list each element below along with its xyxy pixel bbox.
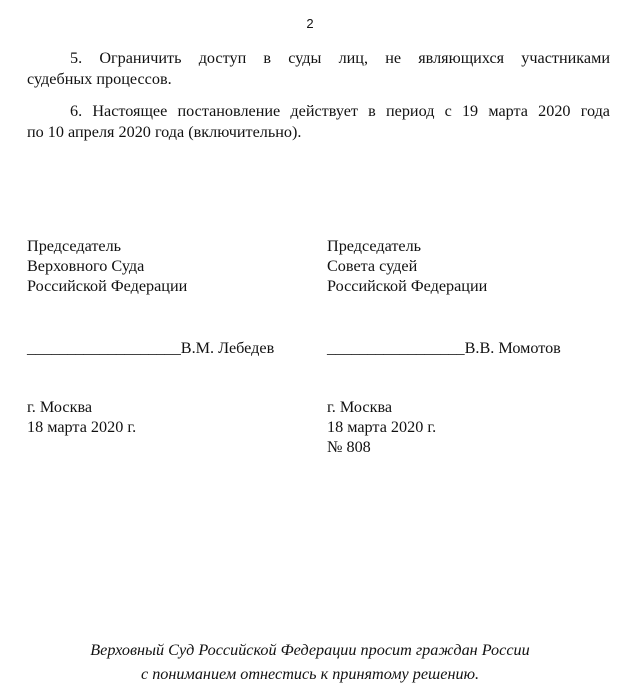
item-5-line2: судебных процессов. (27, 70, 172, 88)
signature-line: ___________________В.М. Лебедев (27, 339, 275, 357)
signatory-title-line: Председатель (27, 237, 122, 255)
signatory-title-line: Совета судей (327, 257, 418, 275)
signatory-title-line: Российской Федерации (27, 277, 188, 295)
signatory-title-line: Российской Федерации (327, 277, 488, 295)
page-number: 2 (306, 16, 314, 31)
signatory-title-line: Председатель (327, 237, 422, 255)
footer-line2: с пониманием отнестись к принятому решению. (140, 665, 480, 683)
signatory-title-line: Верховного Суда (27, 257, 145, 275)
document-number: № 808 (327, 438, 371, 456)
footer-line1: Верховный Суд Российской Федерации просит граждан России (90, 641, 530, 659)
place: г. Москва (327, 398, 393, 416)
item-5-line1: 5. Ограничить доступ в суды лиц, не являющихся участниками (70, 49, 610, 67)
place: г. Москва (27, 398, 93, 416)
item-6-line2: по 10 апреля 2020 года (включительно). (27, 123, 302, 141)
date: 18 марта 2020 г. (27, 418, 137, 436)
date: 18 марта 2020 г. (327, 418, 437, 436)
item-6-line1: 6. Настоящее постановление действует в период с 19 марта 2020 года (70, 102, 610, 120)
signature-line: _________________В.В. Момотов (327, 339, 561, 357)
